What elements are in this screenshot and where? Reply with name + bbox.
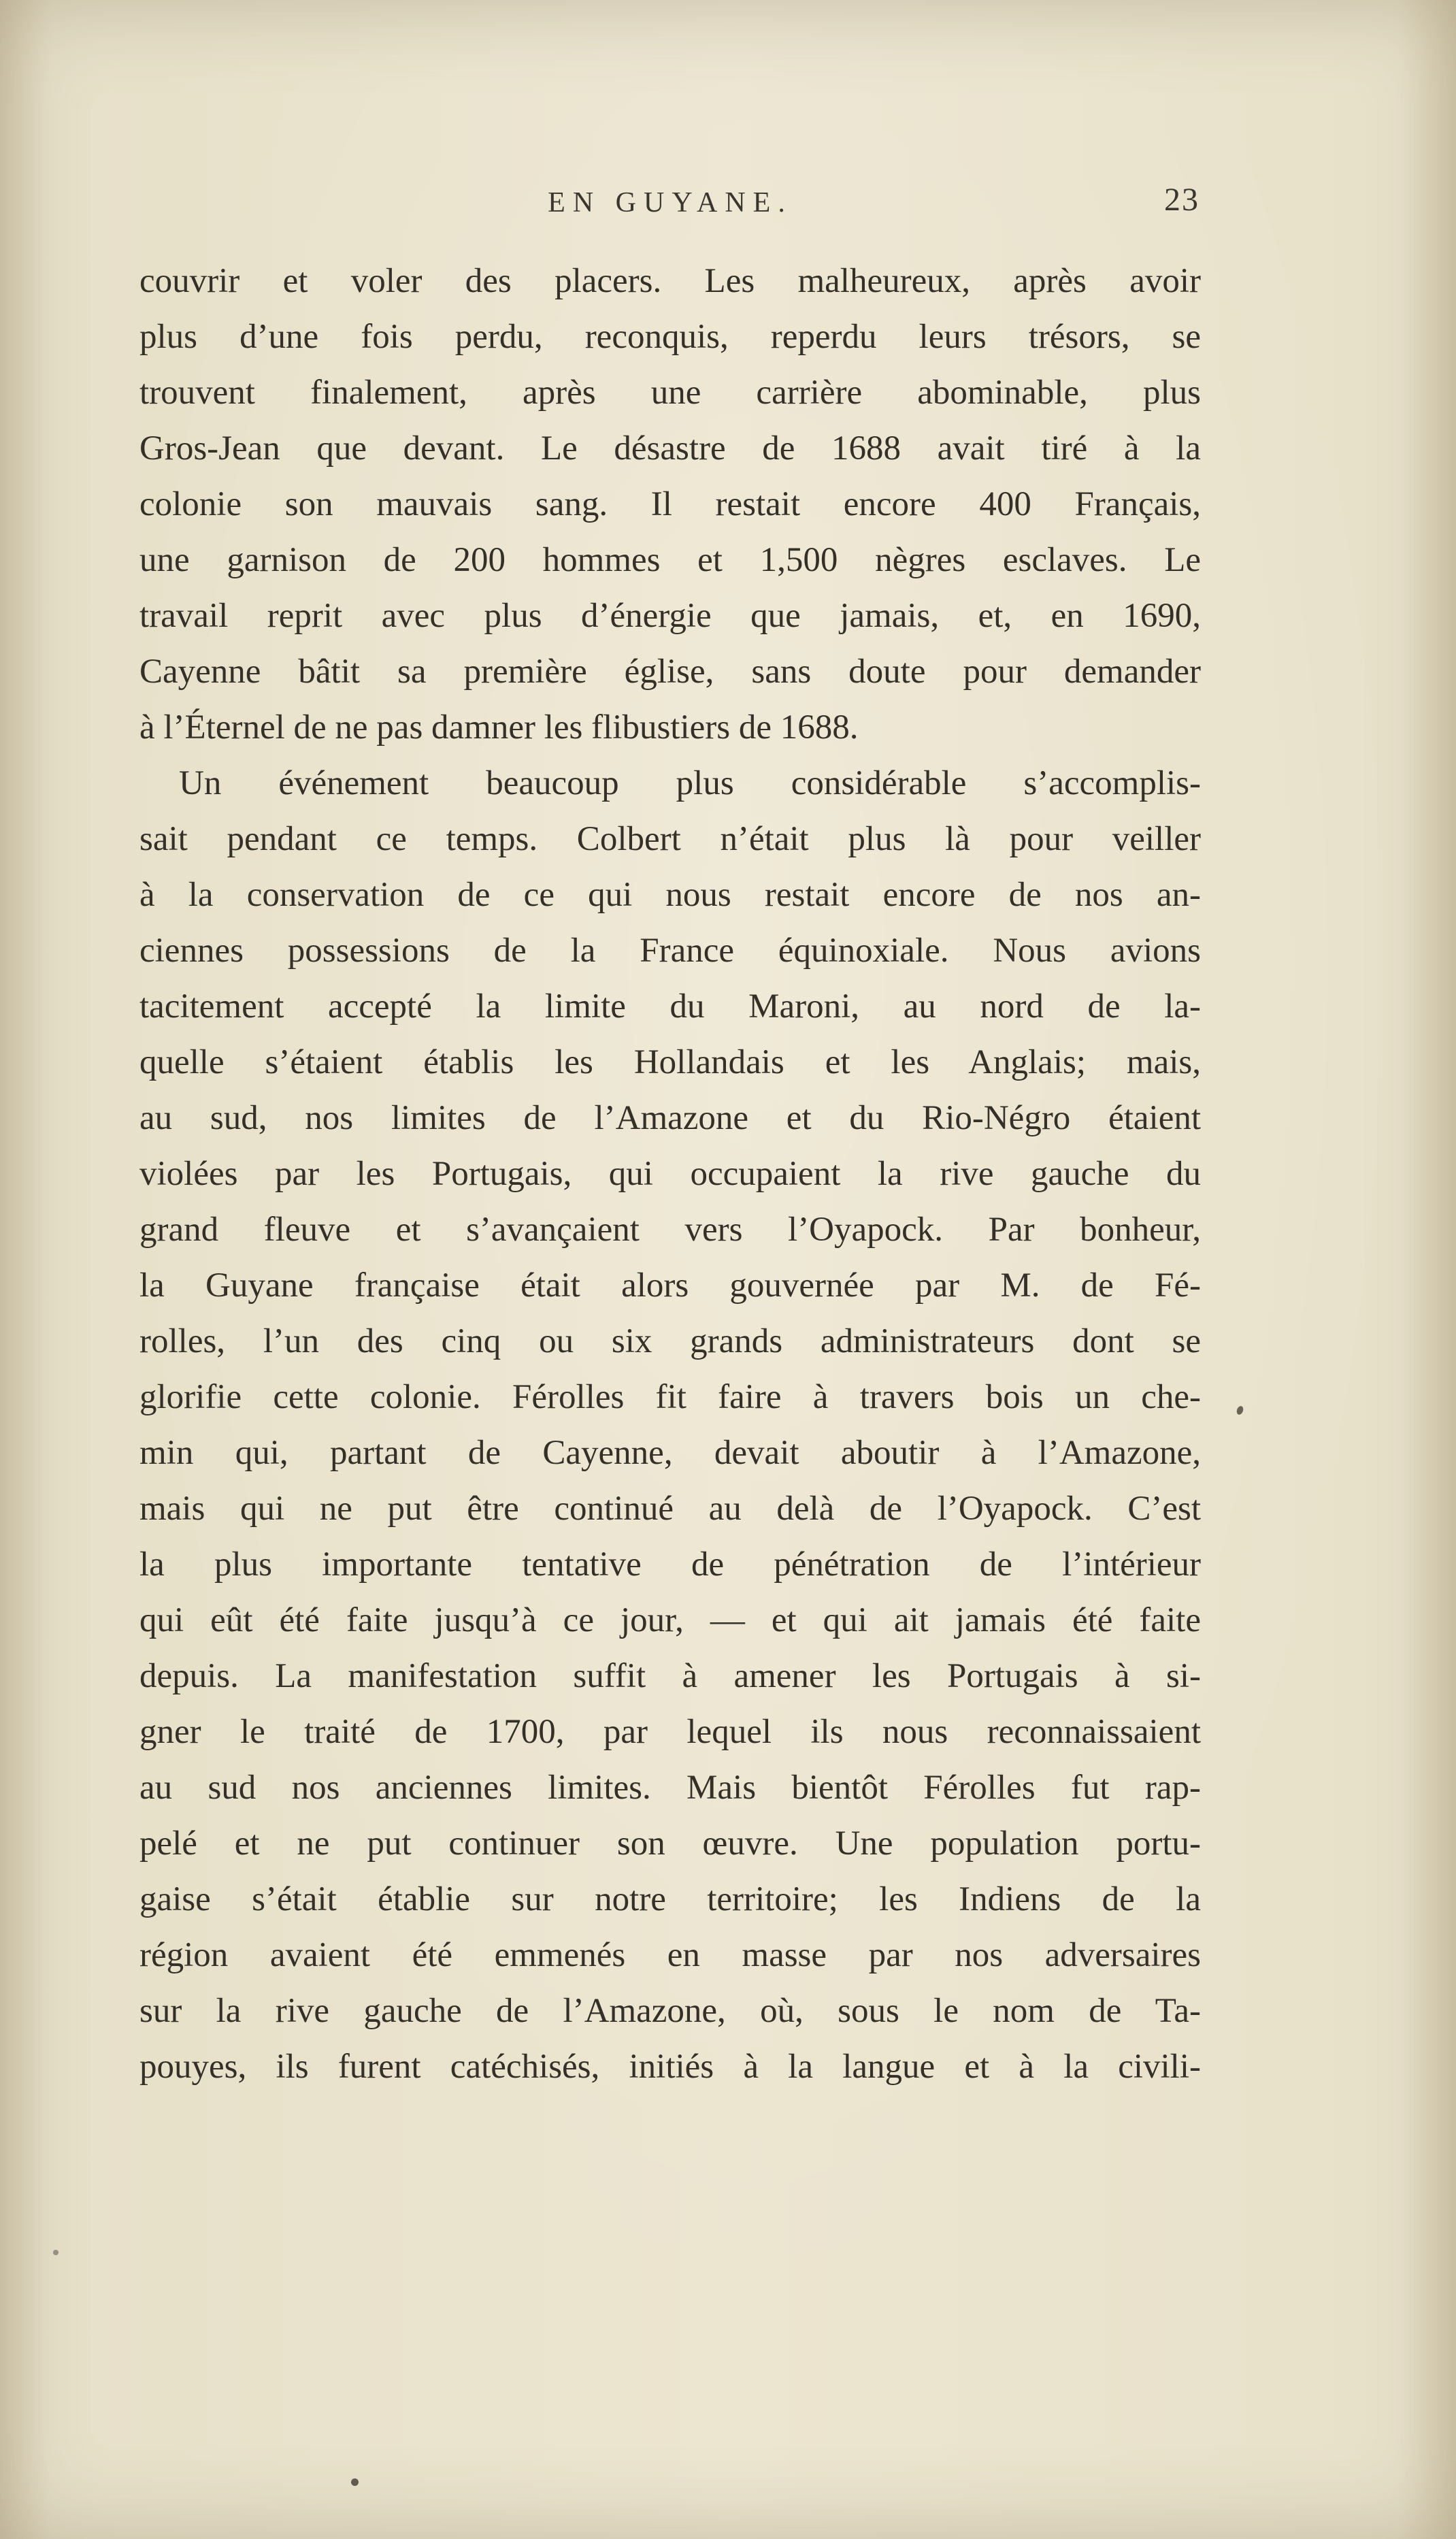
text-line: colonie son mauvais sang. Il restait encore 400 Français,: [139, 485, 1201, 523]
text-block: [139, 253, 1201, 2095]
text-line: Gros-Jean que devant. Le désastre de 1688 avait tiré à la: [139, 429, 1201, 468]
text-line: grand fleuve et s’avançaient vers l’Oyapock. Par bonheur,: [139, 1211, 1201, 1249]
text-line: mais qui ne put être continué au delà de l’Oyapock. C’est: [139, 1490, 1201, 1528]
text-line: à l’Éternel de ne pas damner les flibustiers de 1688.: [139, 708, 859, 747]
text-line: ciennes possessions de la France équinoxiale. Nous avions: [139, 932, 1201, 970]
text-line: trouvent finalement, après une carrière abominable, plus: [139, 374, 1201, 412]
text-line: au sud nos anciennes limites. Mais bientôt Férolles fut rap-: [139, 1769, 1201, 1807]
text-line: tacitement accepté la limite du Maroni, au nord de la-: [139, 987, 1201, 1026]
ink-speck: [53, 2250, 59, 2255]
text-line: sur la rive gauche de l’Amazone, où, sous le nom de Ta-: [139, 1992, 1201, 2030]
text-line: travail reprit avec plus d’énergie que jamais, et, en 1690,: [139, 597, 1201, 635]
text-line: Un événement beaucoup plus considérable s’accomplis-: [179, 764, 1201, 802]
text-line: min qui, partant de Cayenne, devait aboutir à l’Amazone,: [139, 1434, 1201, 1472]
text-line: la Guyane française était alors gouvernée par M. de Fé-: [139, 1266, 1201, 1305]
text-line: région avaient été emmenés en masse par nos adversaires: [139, 1936, 1201, 1974]
text-line: à la conservation de ce qui nous restait encore de nos an-: [139, 876, 1201, 914]
text-line: quelle s’étaient établis les Hollandais et les Anglais; mais,: [139, 1043, 1201, 1081]
ink-speck: [1236, 1405, 1244, 1415]
page-header: [139, 184, 1201, 227]
text-line: au sud, nos limites de l’Amazone et du Rio-Négro étaient: [139, 1099, 1201, 1137]
text-line: rolles, l’un des cinq ou six grands administrateurs dont se: [139, 1322, 1201, 1360]
text-line: gner le traité de 1700, par lequel ils nous reconnaissaient: [139, 1713, 1201, 1751]
page-number: 23: [1164, 182, 1199, 218]
text-line: une garnison de 200 hommes et 1,500 nègres esclaves. Le: [139, 541, 1201, 579]
text-line: glorifie cette colonie. Férolles fit faire à travers bois un che-: [139, 1378, 1201, 1416]
text-line: plus d’une fois perdu, reconquis, reperdu leurs trésors, se: [139, 318, 1201, 356]
ink-speck: [351, 2478, 359, 2486]
text-line: pouyes, ils furent catéchisés, initiés à la langue et à la civili-: [139, 2048, 1201, 2086]
text-line: Cayenne bâtit sa première église, sans doute pour demander: [139, 653, 1201, 691]
text-line: violées par les Portugais, qui occupaient la rive gauche du: [139, 1155, 1201, 1193]
text-line: sait pendant ce temps. Colbert n’était plus là pour veiller: [139, 820, 1201, 858]
text-line: gaise s’était établie sur notre territoire; les Indiens de la: [139, 1880, 1201, 1918]
text-line: la plus importante tentative de pénétration de l’intérieur: [139, 1545, 1201, 1584]
text-line: depuis. La manifestation suffit à amener les Portugais à si-: [139, 1657, 1201, 1695]
text-line: pelé et ne put continuer son œuvre. Une population portu-: [139, 1824, 1201, 1863]
text-line: qui eût été faite jusqu’à ce jour, — et qui ait jamais été faite: [139, 1601, 1201, 1639]
running-title: EN GUYANE.: [548, 187, 793, 218]
text-line: couvrir et voler des placers. Les malheureux, après avoir: [139, 262, 1201, 300]
